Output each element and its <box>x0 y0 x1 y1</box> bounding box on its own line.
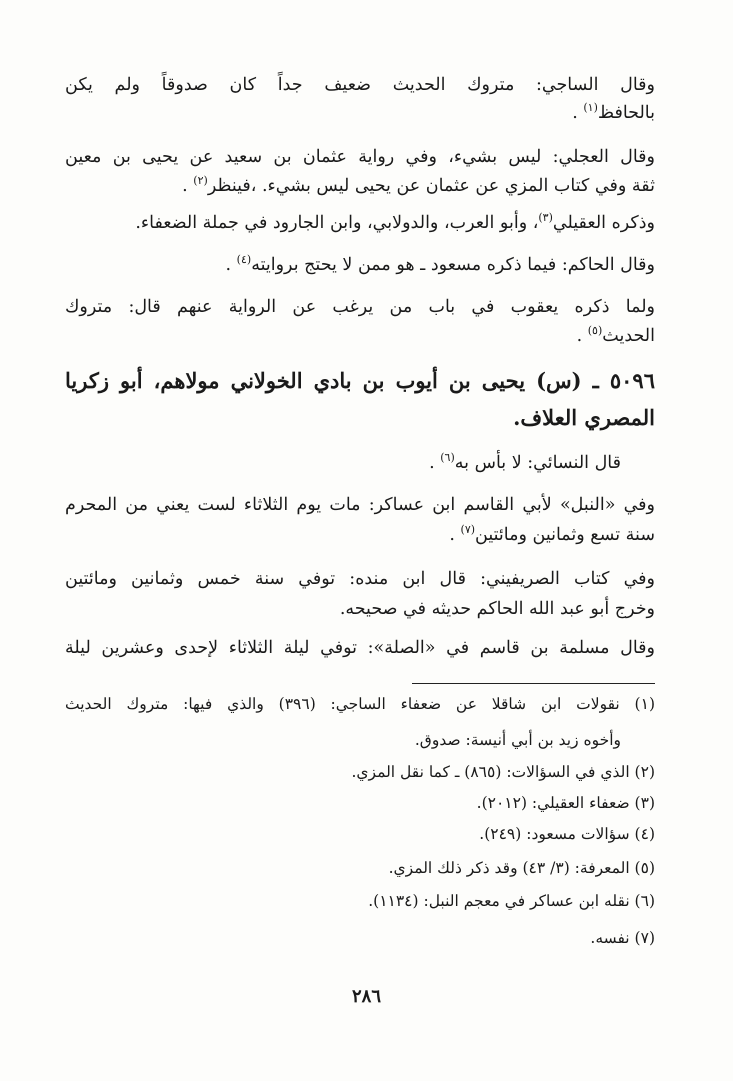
footnote-ref: (١) <box>583 101 598 115</box>
body-line: وقال العجلي: ليس بشيء، وفي رواية عثمان بن سعيد عن يحيى بن معين <box>65 147 655 167</box>
entry-heading: المصري العلاف. <box>513 405 655 430</box>
body-line: بالحافظ$^{(١)}$ . <box>572 101 655 123</box>
footnote-ref: (٢) <box>193 174 208 188</box>
body-line: الحديث$^{(٥)}$ . <box>576 324 655 346</box>
footnote: وأخوه زيد بن أبي أنيسة: صدوق. <box>414 731 621 749</box>
body-line: ولما ذكره يعقوب في باب من يرغب عن الرواية عنهم قال: متروك <box>65 297 655 317</box>
footnote: (٧) نفسه. <box>590 929 655 947</box>
footnote: (٤) سؤالات مسعود: (٢٤٩). <box>479 825 655 843</box>
footnote: (٢) الذي في السؤالات: (٨٦٥) ـ كما نقل المزي. <box>351 763 655 781</box>
entry-heading: ٥٠٩٦ ـ (س) يحيى بن أيوب بن بادي الخولاني مولاهم، أبو زكريا <box>65 368 655 393</box>
body-line: وخرج أبو عبد الله الحاكم حديثه في صحيحه. <box>339 599 655 619</box>
page-number: ٢٨٦ <box>351 986 381 1007</box>
footnote: (٣) ضعفاء العقيلي: (٢٠١٢). <box>476 794 655 812</box>
body-line: سنة تسع وثمانين ومائتين$^{(٧)}$ . <box>449 523 655 545</box>
body-line: وذكره العقيلي$^{(٣)}$، وأبو العرب، والدولابي، وابن الجارود في جملة الضعفاء. <box>135 211 655 233</box>
body-line: وفي «النبل» لأبي القاسم ابن عساكر: مات يوم الثلاثاء لست يعني من المحرم <box>65 495 655 515</box>
body-line: وفي كتاب الصريفيني: قال ابن منده: توفي سنة خمس وثمانين ومائتين <box>65 569 655 589</box>
body-line: ثقة وفي كتاب المزي عن عثمان عن يحيى ليس بشيء. ،فينظر$^{(٢)}$ . <box>182 174 655 196</box>
footnote: (٥) المعرفة: (٣/ ٤٣) وقد ذكر ذلك المزي. <box>388 859 655 877</box>
footnote-separator <box>412 683 655 684</box>
footnote-ref: (٣) <box>538 211 553 225</box>
body-line: وقال الحاكم: فيما ذكره مسعود ـ هو ممن لا يحتج بروايته$^{(٤)}$ . <box>225 253 655 275</box>
body-line: وقال الساجي: متروك الحديث ضعيف جداً كان صدوقاً ولم يكن <box>65 75 655 95</box>
footnote: (١) نقولات ابن شاقلا عن ضعفاء الساجي: (٣٩٦) والذي فيها: متروك الحديث <box>65 695 655 713</box>
body-line: وقال مسلمة بن قاسم في «الصلة»: توفي ليلة الثلاثاء لإحدى وعشرين ليلة <box>65 638 655 658</box>
footnote-ref: (٤) <box>236 253 252 267</box>
footnote-ref: (٥) <box>587 324 603 338</box>
body-line: قال النسائي: لا بأس به$^{(٦)}$ . <box>429 451 621 473</box>
footnote-ref: (٧) <box>460 523 476 537</box>
footnote-ref: (٦) <box>440 451 455 465</box>
footnote: (٦) نقله ابن عساكر في معجم النبل: (١١٣٤). <box>368 892 655 910</box>
